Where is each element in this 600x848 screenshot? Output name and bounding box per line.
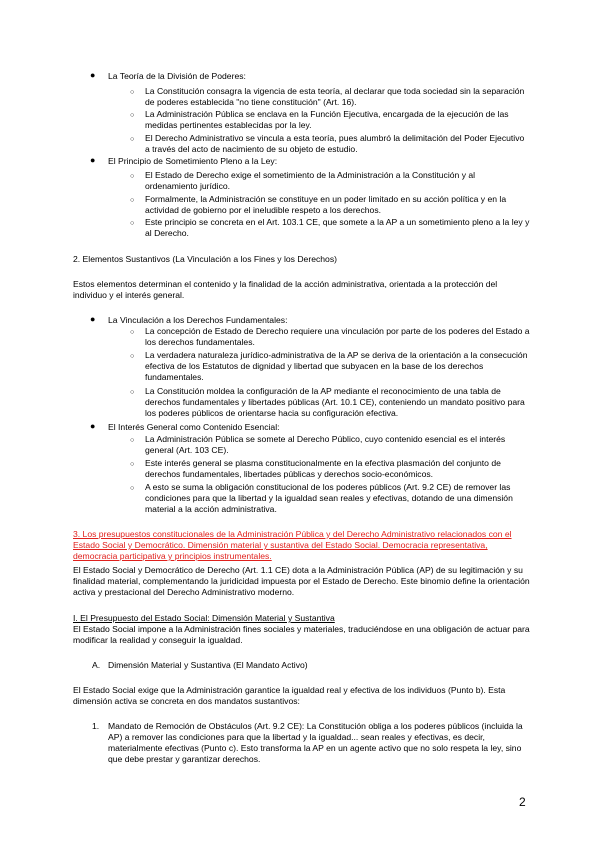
section-3-heading: 3. Los presupuestos constitucionales de la Administración Pública y del Derecho Administrativo relacionados con el Estado Social y Democrático. Dimensión material y sustantiva del Estado Social. Democracia representativa, democracia participativa y principios instrumentales. xyxy=(73,529,512,561)
list-marker: 1. xyxy=(92,721,100,731)
circle-bullet-icon: ○ xyxy=(130,197,135,204)
bullet-derechos-fundamentales: La Vinculación a los Derechos Fundamentales: xyxy=(108,315,288,325)
sub-bullet-text: La Constitución moldea la configuración de la AP mediante el reconocimiento de una tabla de derechos fundamentales y libertades públicas (Art. 10.1 CE), conteniendo un mandato positivo para los poderes públicos de orientarse hacia su configuración efectiva. xyxy=(145,386,525,418)
section-intro: Estos elementos determinan el contenido y la finalidad de la acción administrativa, orientada a la protección del individuo y el interés general. xyxy=(73,279,498,300)
section-3-intro: El Estado Social y Democrático de Derecho (Art. 1.1 CE) dota a la Administración Pública (AP) de su legitimación y su finalidad material, complementando la juridicidad impuesta por el Estado de Derecho. Este binomio define la orientación activa y prestacional del Derecho Administrativo moderno. xyxy=(73,565,530,597)
paragraph: El Estado Social exige que la Administración garantice la igualdad real y efectiva de los individuos (Punto b). Esta dimensión activa se concreta en dos mandatos sustantivos: xyxy=(73,685,506,706)
circle-bullet-icon: ○ xyxy=(130,173,135,180)
circle-bullet-icon: ○ xyxy=(130,329,135,336)
sub-bullet-text: La concepción de Estado de Derecho requiere una vinculación por parte de los poderes del Estado a los derechos fundamentales. xyxy=(145,326,530,347)
bullet-icon: ● xyxy=(90,155,96,165)
sub-bullet-text: La Administración Pública se somete al Derecho Público, cuyo contenido esencial es el interés general (Art. 103 CE). xyxy=(145,434,506,455)
sub-bullet-text: La verdadera naturaleza jurídico-administrativa de la AP se deriva de la orientación a la consecución efectiva de los Estatutos de dignidad y libertad que subyacen en la base de los derechos fundamentales. xyxy=(145,350,528,382)
bullet-interes-general: El Interés General como Contenido Esencial: xyxy=(108,422,280,432)
circle-bullet-icon: ○ xyxy=(130,353,135,360)
sub-bullet-text: La Administración Pública se enclava en la Función Ejecutiva, encargada de la ejecución de las medidas pertinentes establecidas por la ley. xyxy=(145,109,509,130)
sub-bullet-text: La Constitución consagra la vigencia de esta teoría, al declarar que toda sociedad sin la separación de poderes establecida "no tiene constitución" (Art. 16). xyxy=(145,86,525,107)
sub-bullet-text: El Estado de Derecho exige el sometimiento de la Administración a la Constitución y al ordenamiento jurídico. xyxy=(145,170,476,191)
subsection-heading: I. El Presupuesto del Estado Social: Dimensión Material y Sustantiva xyxy=(73,613,335,623)
sub-bullet-text: Este interés general se plasma constitucionalmente en la efectiva plasmación del conjunto de derechos fundamentales, libertades públicas y derechos socio-económicos. xyxy=(145,458,501,479)
bullet-division-poderes: La Teoría de la División de Poderes: xyxy=(108,71,246,81)
list-a-label: Dimensión Material y Sustantiva (El Mandato Activo) xyxy=(108,660,308,670)
circle-bullet-icon: ○ xyxy=(130,461,135,468)
sub-bullet-text: Formalmente, la Administración se constituye en un poder limitado en su acción política y en la actividad de gobierno por el ineludible respeto a los derechos. xyxy=(145,194,507,215)
circle-bullet-icon: ○ xyxy=(130,485,135,492)
bullet-icon: ● xyxy=(90,421,96,431)
circle-bullet-icon: ○ xyxy=(130,112,135,119)
circle-bullet-icon: ○ xyxy=(130,89,135,96)
bullet-icon: ● xyxy=(90,70,96,80)
sub-bullet-text: A esto se suma la obligación constitucional de los poderes públicos (Art. 9.2 CE) de remover las condiciones para que la libertad y la igualdad sean reales y efectivas, dotando de una dimensión material a la acción administrativa. xyxy=(145,482,513,514)
sub-bullet-text: Este principio se concreta en el Art. 103.1 CE, que somete a la AP a un sometimiento pleno a la ley y al Derecho. xyxy=(145,217,530,238)
section-heading: 2. Elementos Sustantivos (La Vinculación a los Fines y los Derechos) xyxy=(73,254,337,264)
page-number: 2 xyxy=(519,795,526,809)
circle-bullet-icon: ○ xyxy=(130,437,135,444)
list-marker: A. xyxy=(92,660,101,670)
bullet-icon: ● xyxy=(90,314,96,324)
bullet-sometimiento: El Principio de Sometimiento Pleno a la Ley: xyxy=(108,156,278,166)
circle-bullet-icon: ○ xyxy=(130,389,135,396)
circle-bullet-icon: ○ xyxy=(130,136,135,143)
numbered-item-text: Mandato de Remoción de Obstáculos (Art. 9.2 CE): La Constitución obliga a los poderes públicos (incluida la AP) a remover las condiciones para que la libertad y la igualdad... sean reales y efectivas, es decir, materialmente efectivas (Punto c). Esto transforma la AP en un agente activo que no solo respeta la ley, sino que debe prestar y garantizar derechos. xyxy=(108,721,523,764)
sub-bullet-text: El Derecho Administrativo se vincula a esta teoría, pues alumbró la delimitación del Poder Ejecutivo a través del acto de nacimiento de su objeto de estudio. xyxy=(145,133,525,154)
circle-bullet-icon: ○ xyxy=(130,220,135,227)
subsection-intro: El Estado Social impone a la Administración fines sociales y materiales, traduciéndose en una obligación de actuar para modificar la realidad y conseguir la igualdad. xyxy=(73,624,530,645)
